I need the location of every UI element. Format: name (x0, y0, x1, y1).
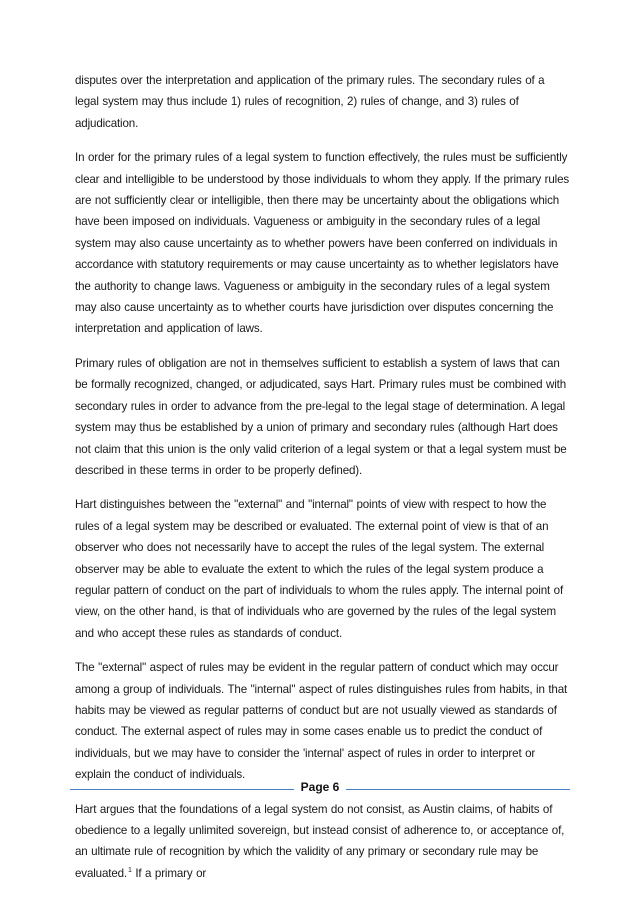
body-text (75, 70, 571, 897)
paragraph-2: In order for the primary rules of a legal system to function effectively, the rules must be sufficiently clear and intelligible to be understood by those individuals to whom they apply. If the primary rules are not sufficiently clear or intelligible, then there may be uncertainty about the obligations which have been imposed on individuals. Vagueness or ambiguity in the secondary rules of a legal system may also cause uncertainty as to whether powers have been conferred on individuals in accordance with statutory requirements or may cause uncertainty as to whether legislators have the authority to change laws. Vagueness or ambiguity in the secondary rules of a legal system may also cause uncertainty as to whether courts have jurisdiction over disputes concerning the interpretation and application of laws. (75, 151, 570, 336)
footer-rule-left (70, 789, 294, 790)
footer-rule-right (346, 789, 570, 790)
footnote-reference[interactable]: 1 (128, 866, 132, 874)
page-footer (70, 779, 570, 799)
paragraph-6-text: Hart argues that the foundations of a legal system do not consist, as Austin claims, of habits of obedience to a legally unlimited sovereign, but instead consist of adherence to, or acceptance of, an ultimate rule of recognition by which the validity of any primary or secondary rule may be evaluated. (75, 802, 565, 880)
paragraph-4: Hart distinguishes between the "external" and "internal" points of view with respect to how the rules of a legal system may be described or evaluated. The external point of view is that of an observer who does not necessarily have to accept the rules of the legal system. The external observer may be able to evaluate the extent to which the rules of the legal system produce a regular pattern of conduct on the part of individuals to whom the rules apply. The internal point of view, on the other hand, is that of individuals who are governed by the rules of the legal system and who accept these rules as standards of conduct. (75, 498, 564, 640)
paragraph-6-continuation: If a primary or (131, 866, 207, 880)
page-number: Page 6 (300, 780, 340, 794)
paragraph-5: The "external" aspect of rules may be evident in the regular pattern of conduct which may occur among a group of individuals. The "internal" aspect of rules distinguishes rules from habits, in that habits may be viewed as regular patterns of conduct but are not usually viewed as standards of conduct. The external aspect of rules may in some cases enable us to predict the conduct of individuals, but we may have to consider the 'internal' aspect of rules in order to interpret or explain the conduct of individuals. (75, 661, 568, 782)
paragraph-6 (75, 799, 571, 885)
paragraph-3: Primary rules of obligation are not in themselves sufficient to establish a system of laws that can be formally recognized, changed, or adjudicated, says Hart. Primary rules must be combined with secondary rules in order to advance from the pre-legal to the legal stage of determination. A legal system may thus be established by a union of primary and secondary rules (although Hart does not claim that this union is the only valid criterion of a legal system or that a legal system must be described in these terms in order to be properly defined). (75, 356, 567, 477)
paragraph-1: disputes over the interpretation and application of the primary rules. The secondary rules of a legal system may thus include 1) rules of recognition, 2) rules of change, and 3) rules of adjudication. (75, 74, 545, 130)
